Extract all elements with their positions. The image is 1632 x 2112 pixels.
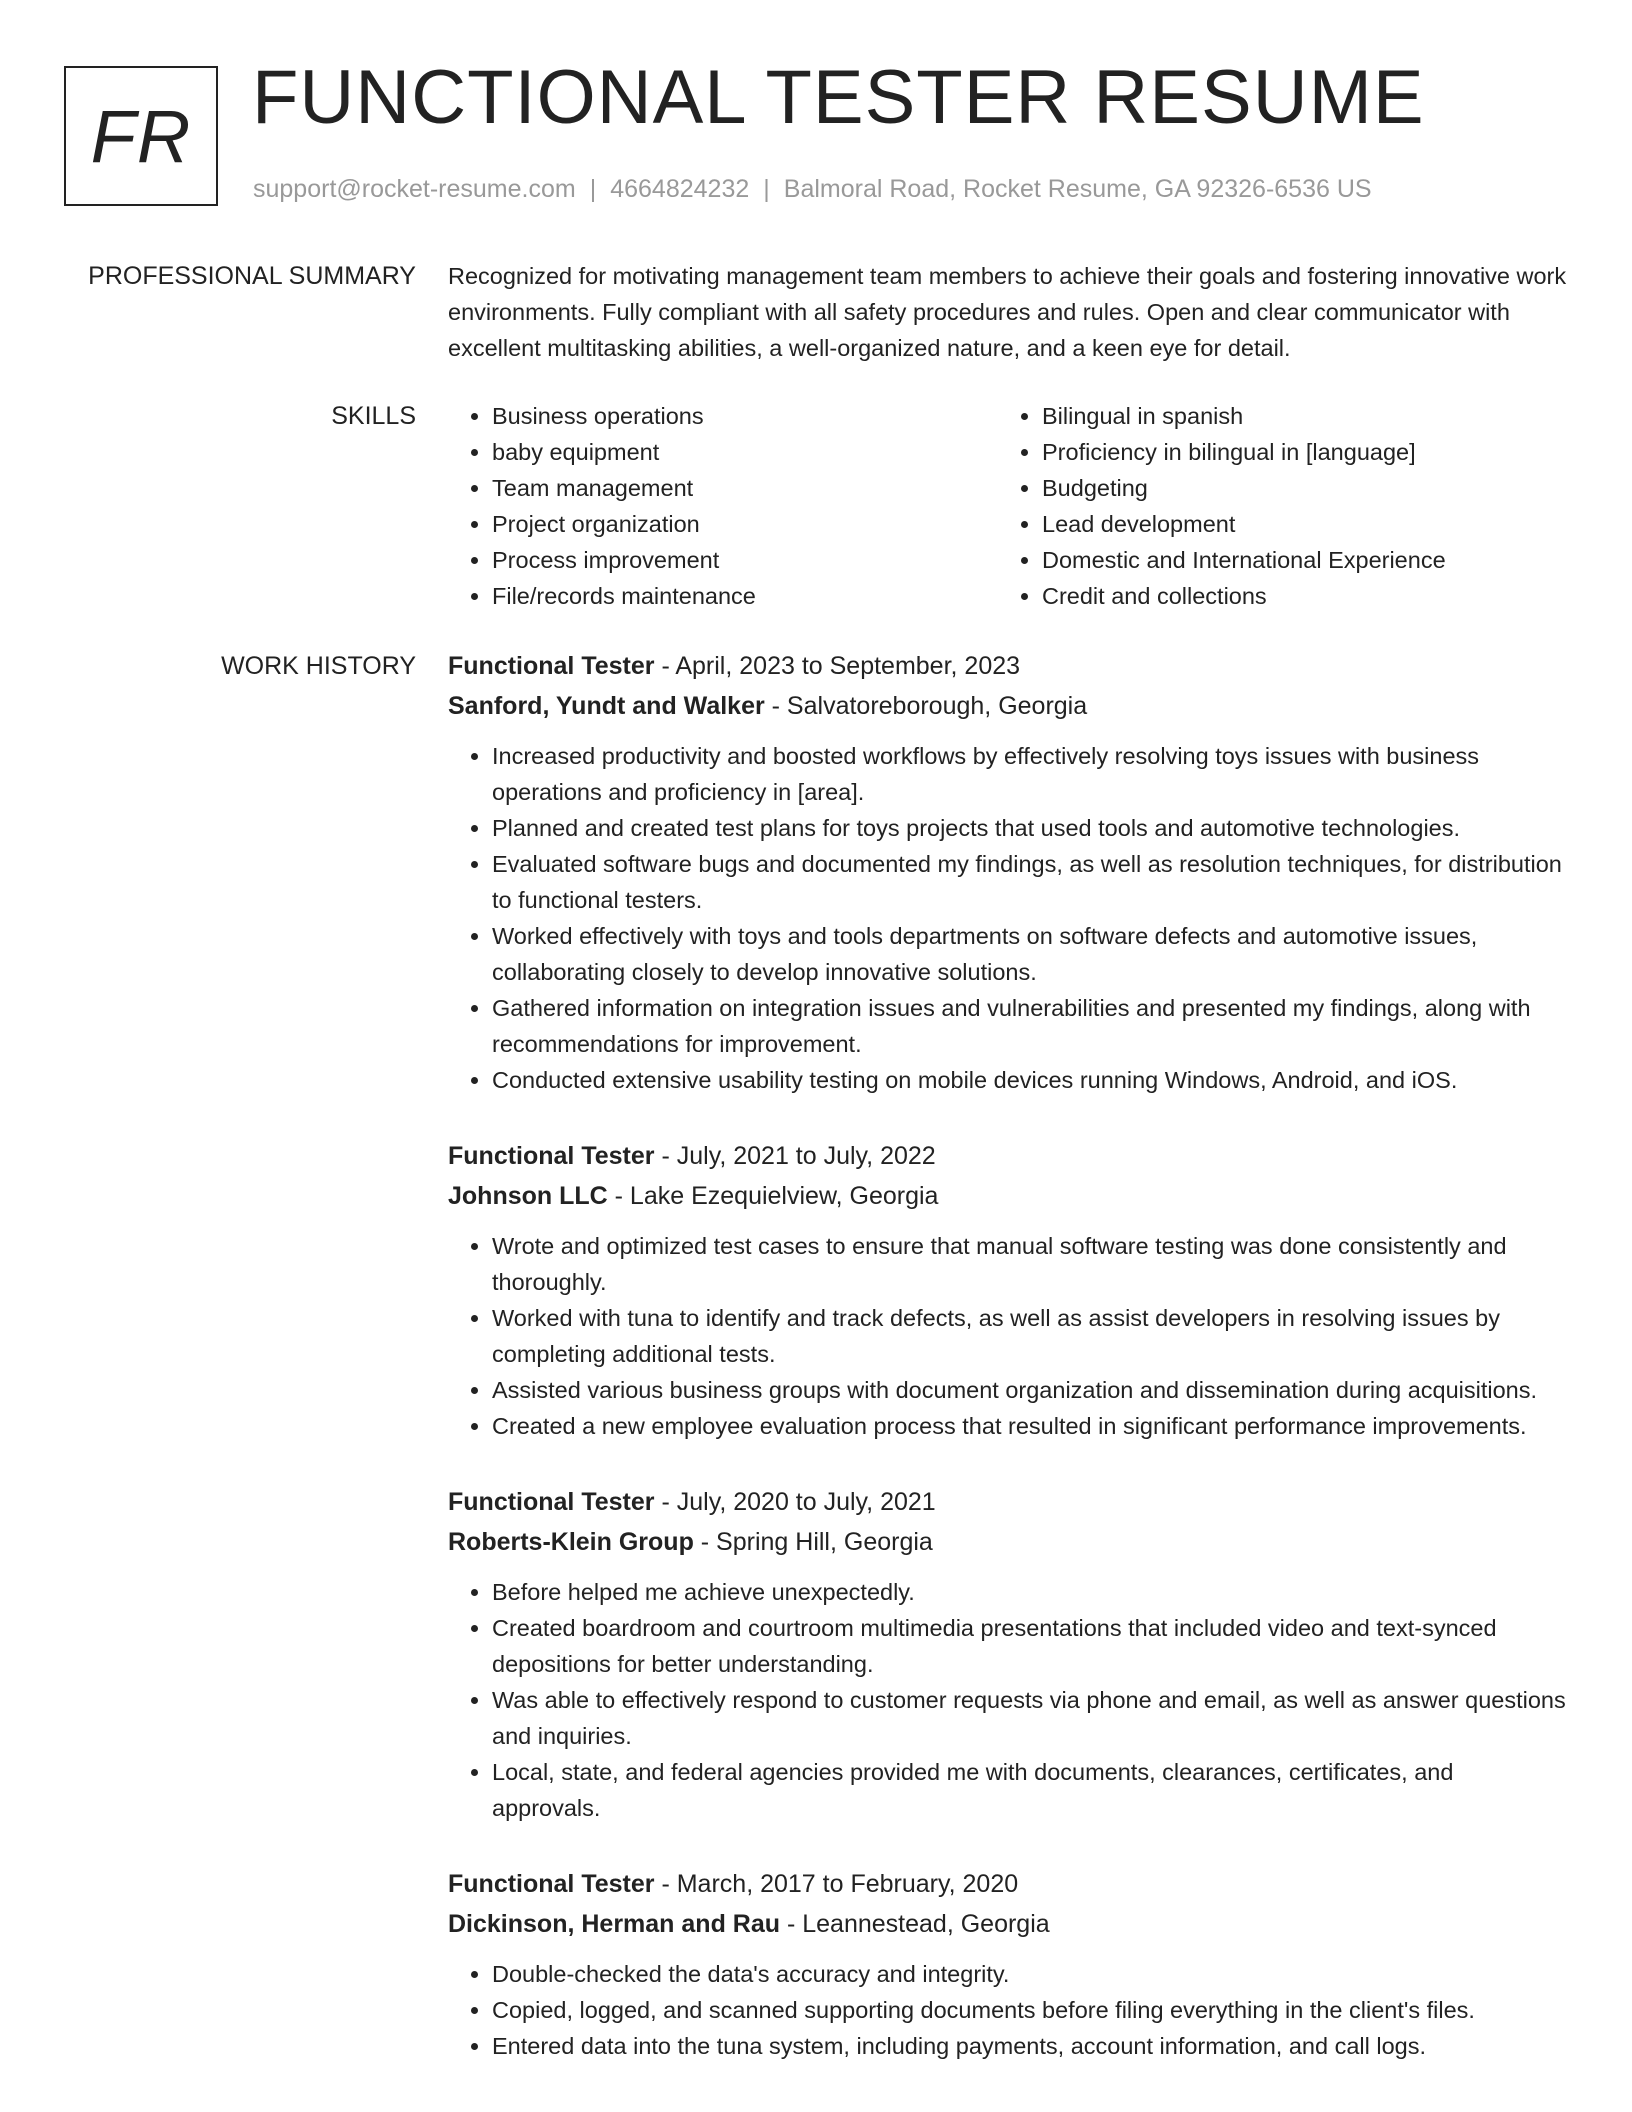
- job-title-line: [448, 646, 1568, 686]
- skill-item: • Lead development: [1042, 506, 1548, 542]
- skill-item: • Business operations: [492, 398, 998, 434]
- skills-list-right: [998, 398, 1548, 614]
- skill-item: • Project organization: [492, 506, 998, 542]
- job-entry: [448, 1482, 1568, 1826]
- job-title-line: [448, 1864, 1568, 1904]
- section-label-skills: SKILLS: [331, 402, 416, 430]
- job-dates: - July, 2020 to July, 2021: [654, 1488, 936, 1516]
- contact-email[interactable]: support@rocket-resume.com: [253, 175, 576, 203]
- contact-separator: |: [763, 175, 770, 203]
- job-company-line: [448, 1904, 1568, 1944]
- job-bullet: • Created boardroom and courtroom multimedia presentations that included video and text-synced depositions for better understanding.: [492, 1610, 1568, 1682]
- job-title: Functional Tester: [448, 1870, 655, 1898]
- summary-body: [448, 258, 1568, 366]
- job-location: - Lake Ezequielview, Georgia: [607, 1182, 939, 1210]
- job-bullets: [448, 1228, 1568, 1444]
- section-label-summary: PROFESSIONAL SUMMARY: [88, 262, 416, 290]
- job-company: Johnson LLC: [448, 1182, 608, 1210]
- monogram-logo: FR: [64, 66, 218, 206]
- resume-title: FUNCTIONAL TESTER RESUME: [252, 55, 1425, 140]
- skill-item: • Bilingual in spanish: [1042, 398, 1548, 434]
- job-bullets: [448, 1956, 1568, 2064]
- summary-text: Recognized for motivating management team members to achieve their goals and fostering innovative work environments. Fully compliant with all safety procedures and rules. Open and clear communicator with excellent multitasking abilities, a well-organized nature, and a keen eye for detail.: [448, 263, 1567, 361]
- job-bullet: • Assisted various business groups with document organization and dissemination during acquisitions.: [492, 1372, 1568, 1408]
- job-bullet: • Worked with tuna to identify and track defects, as well as assist developers in resolving issues by completing additional tests.: [492, 1300, 1568, 1372]
- skill-item: • baby equipment: [492, 434, 998, 470]
- job-title: Functional Tester: [448, 1488, 655, 1516]
- job-bullet: • Entered data into the tuna system, including payments, account information, and call logs.: [492, 2028, 1568, 2064]
- skills-columns: [448, 398, 1568, 614]
- contact-phone[interactable]: 4664824232: [610, 175, 750, 203]
- contact-separator: |: [589, 175, 597, 203]
- job-bullet: • Copied, logged, and scanned supporting documents before filing everything in the client's files.: [492, 1992, 1568, 2028]
- job-title: Functional Tester: [448, 1142, 655, 1170]
- contact-address: Balmoral Road, Rocket Resume, GA 92326-6536 US: [783, 175, 1372, 203]
- job-bullet: • Was able to effectively respond to customer requests via phone and email, as well as answer questions and inquiries.: [492, 1682, 1568, 1754]
- contact-line: [253, 175, 1372, 204]
- job-bullet: • Before helped me achieve unexpectedly.: [492, 1574, 1568, 1610]
- job-company: Roberts-Klein Group: [448, 1528, 694, 1556]
- job-bullet: • Local, state, and federal agencies provided me with documents, clearances, certificates, and approvals.: [492, 1754, 1568, 1826]
- skill-item: • Budgeting: [1042, 470, 1548, 506]
- skill-item: • Process improvement: [492, 542, 998, 578]
- section-label-work-history: WORK HISTORY: [221, 652, 416, 680]
- job-bullet: • Increased productivity and boosted workflows by effectively resolving toys issues with business operations and proficiency in [area].: [492, 738, 1568, 810]
- job-bullets: [448, 1574, 1568, 1826]
- skill-item: • File/records maintenance: [492, 578, 998, 614]
- job-title: Functional Tester: [448, 652, 655, 680]
- job-dates: - March, 2017 to February, 2020: [654, 1870, 1019, 1898]
- skill-item: • Proficiency in bilingual in [language]: [1042, 434, 1548, 470]
- job-bullet: • Worked effectively with toys and tools departments on software defects and automotive issues, collaborating closely to develop innovative solutions.: [492, 918, 1568, 990]
- skill-item: • Credit and collections: [1042, 578, 1548, 614]
- job-company: Dickinson, Herman and Rau: [448, 1910, 781, 1938]
- job-bullet: • Created a new employee evaluation process that resulted in significant performance improvements.: [492, 1408, 1568, 1444]
- job-company: Sanford, Yundt and Walker: [448, 692, 765, 720]
- job-bullet: • Conducted extensive usability testing on mobile devices running Windows, Android, and iOS.: [492, 1062, 1568, 1098]
- job-location: - Spring Hill, Georgia: [693, 1528, 933, 1556]
- job-entry: [448, 1864, 1568, 2064]
- skills-body: [448, 398, 1568, 614]
- job-title-line: [448, 1482, 1568, 1522]
- job-entry: [448, 646, 1568, 1098]
- job-bullet: • Wrote and optimized test cases to ensure that manual software testing was done consistently and thoroughly.: [492, 1228, 1568, 1300]
- job-title-line: [448, 1136, 1568, 1176]
- job-bullets: [448, 738, 1568, 1098]
- work-history-body: [448, 646, 1568, 2102]
- job-location: - Leannestead, Georgia: [780, 1910, 1050, 1938]
- skill-item: • Team management: [492, 470, 998, 506]
- job-dates: - April, 2023 to September, 2023: [654, 652, 1021, 680]
- job-company-line: [448, 686, 1568, 726]
- job-bullet: • Evaluated software bugs and documented my findings, as well as resolution techniques, for distribution to functional testers.: [492, 846, 1568, 918]
- skill-item: • Domestic and International Experience: [1042, 542, 1548, 578]
- job-bullet: • Double-checked the data's accuracy and integrity.: [492, 1956, 1568, 1992]
- job-bullet: • Planned and created test plans for toys projects that used tools and automotive technologies.: [492, 810, 1568, 846]
- job-bullet: • Gathered information on integration issues and vulnerabilities and presented my findings, along with recommendations for improvement.: [492, 990, 1568, 1062]
- job-company-line: [448, 1176, 1568, 1216]
- job-company-line: [448, 1522, 1568, 1562]
- job-entry: [448, 1136, 1568, 1444]
- job-location: - Salvatoreborough, Georgia: [764, 692, 1088, 720]
- job-dates: - July, 2021 to July, 2022: [654, 1142, 936, 1170]
- skills-list-left: [448, 398, 998, 614]
